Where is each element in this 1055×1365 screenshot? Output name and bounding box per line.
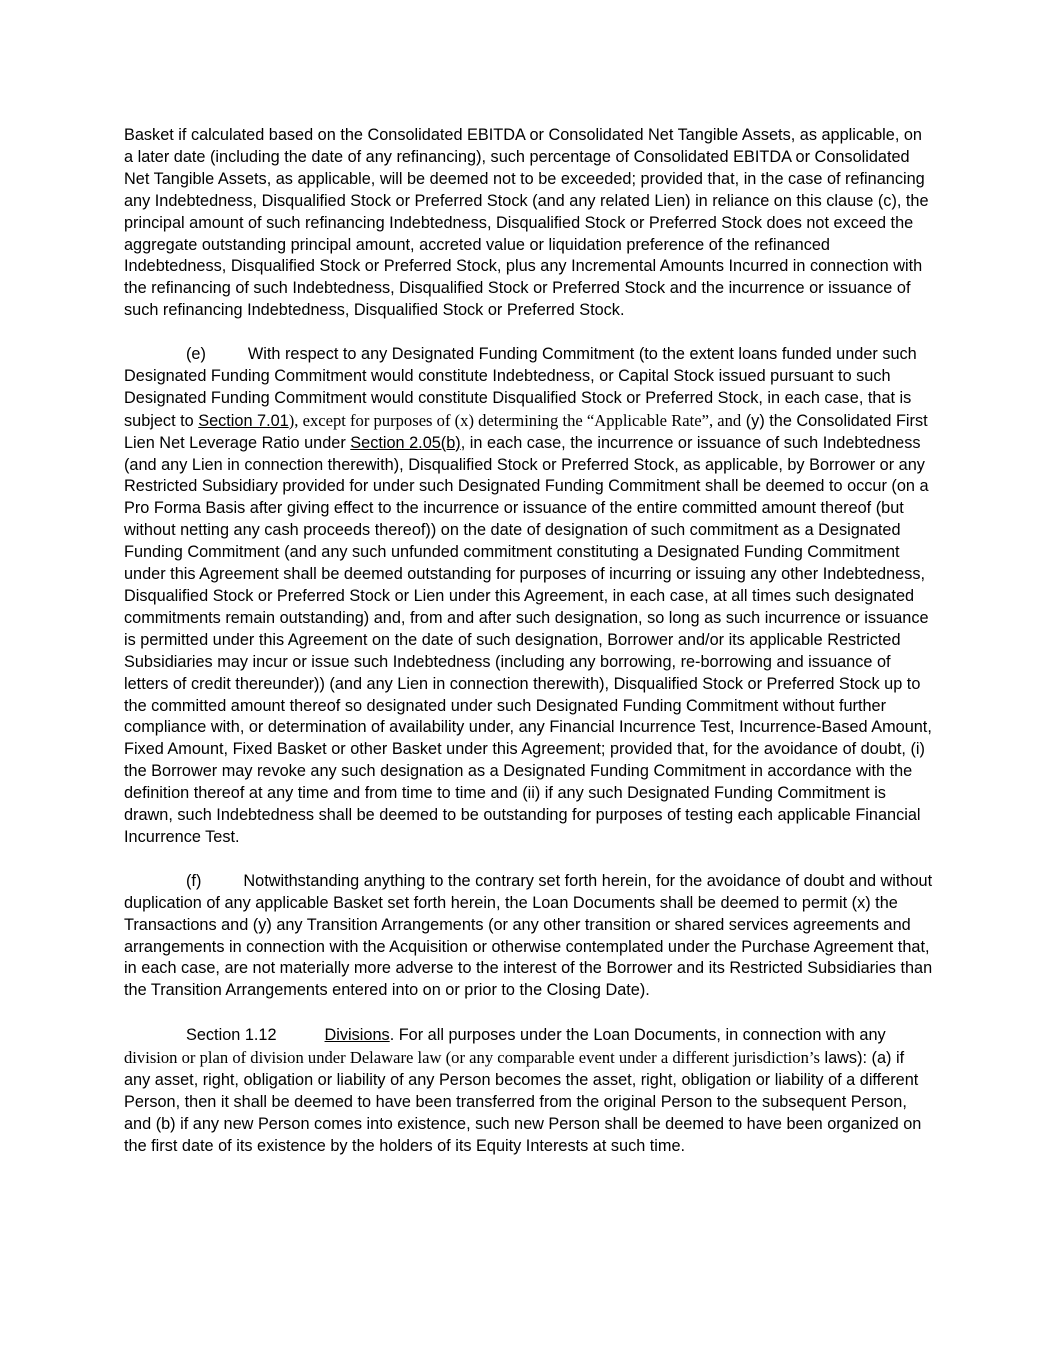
section-number: Section 1.12 [186,1026,277,1045]
paragraph-text: Basket if calculated based on the Consolidated EBITDA or Consolidated Net Tangible Assets, as applicable, on a later date (including the date of any refinancing), such percentage of Consolidated EBITDA or Consolidated Net Tangible Assets, as applicable, will be deemed not to be exceeded; provided that, in the case of refinancing any Indebtedness, Disqualified Stock or Preferred Stock (and any related Lien) in reliance on this clause (c), the principal amount of such refinancing Indebtedness, Disqualified Stock or Preferred Stock does not exceed the aggregate outstanding principal amount, accreted value or liquidation preference of the refinanced Indebtedness, Disqualified Stock or Preferred Stock, plus any Incremental Amounts Incurred in connection with the refinancing of such Indebtedness, Disqualified Stock or Preferred Stock and the incurrence or issuance of such refinancing Indebtedness, Disqualified Stock or Preferred Stock. [124,126,929,320]
section-1-12 [124,1024,934,1157]
paragraph-text: With respect to any Designated Funding Commitment (to the extent loans funded under such Designated Funding Commitment would constitute Indebtedness, or Capital Stock issued pursuant to such Designated Funding Commitment would constitute Disqualified Stock or Preferred Stock, in each case, that is subject to [124,345,917,430]
section-reference-link[interactable]: Section 2.05(b) [350,433,461,452]
paragraph-text: , in each case, the incurrence or issuance of such Indebtedness (and any Lien in connection therewith), Disqualified Stock or Preferred Stock, as applicable, by Borrower or any Restricted Subsidiary provided for under such Designated Funding Commitment shall be deemed to occur (on a Pro Forma Basis after giving effect to the incurrence or issuance of the entire committed amount thereof (but without netting any cash proceeds thereof)) on the date of designation of such commitment as a Designated Funding Commitment (and any such unfunded commitment constituting a Designated Funding Commitment under this Agreement shall be deemed outstanding for purposes of incurring or issuing any other Indebtedness, Disqualified Stock or Preferred Stock or Lien under this Agreement, in each case, at all times such designated commitments remain outstanding) and, from and after such designation, so long as such incurrence or issuance is permitted under this Agreement on the date of such designation, Borrower and/or its applicable Restricted Subsidiaries may incur or issue such Indebtedness (including any borrowing, re-borrowing and issuance of letters of credit thereunder)) (and any Lien in connection therewith), Disqualified Stock or Preferred Stock up to the committed amount thereof so designated under such Designated Funding Commitment without further compliance with, or determination of availability under, any Financial Incurrence Test, Incurrence-Based Amount, Fixed Amount, Fixed Basket or other Basket under this Agreement; provided that, for the avoidance of doubt, (i) the Borrower may revoke any such designation as a Designated Funding Commitment in accordance with the definition thereof at any time and from time to time and (ii) if any such Designated Funding Commitment is drawn, such Indebtedness shall be deemed to be outstanding for purposes of testing each applicable Financial Incurrence Test. [124,433,932,846]
document-page [124,125,934,1179]
section-heading: Divisions [324,1026,390,1045]
paragraph-text: division or plan of division under Delaware law (or any comparable event under a different jurisdiction’s [124,1048,820,1068]
paragraph-text: . For all purposes under the Loan Documents, in connection with any [389,1026,886,1045]
paragraph-e [124,344,934,849]
section-reference-link[interactable]: Section 7.01 [198,411,289,430]
paragraph-text: Notwithstanding anything to the contrary set forth herein, for the avoidance of doubt and without duplication of any applicable Basket set forth herein, the Loan Documents shall be deemed to permit (x) the Transactions and (y) any Transition Arrangements (or any other transition or shared services agreements and arrangements in connection with the Acquisition or otherwise contemplated under the Purchase Agreement that, in each case, are not materially more adverse to the interest of the Borrower and its Restricted Subsidiaries than the Transition Arrangements entered into on or prior to the Closing Date). [124,871,933,1000]
paragraph-text: (y) the Consolidated First Lien Net Leverage Ratio under [124,411,928,452]
paragraph-f [124,871,934,1002]
paragraph-text: ), except for purposes of (x) determining the “Applicable Rate”, and [288,410,742,430]
paragraph-text: laws): (a) if any asset, right, obligation or liability of any Person becomes the asset, right, obligation or liability of a different Person, then it shall be deemed to have been transferred from the original Person to the subsequent Person, and (b) if any new Person comes into existence, such new Person shall be deemed to have been organized on the first date of its existence by the holders of its Equity Interests at such time. [124,1049,922,1155]
paragraph-basket-continuation [124,125,934,322]
clause-label-f: (f) [186,871,202,890]
clause-label-e: (e) [186,345,206,364]
